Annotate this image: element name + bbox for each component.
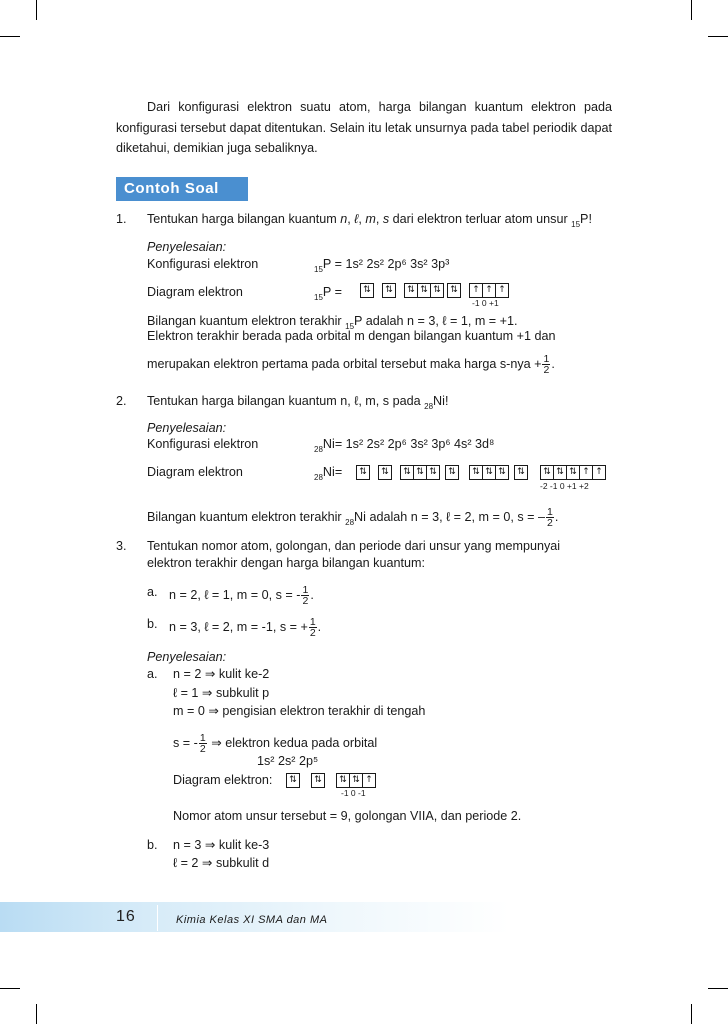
crop-mark: [708, 988, 728, 989]
q1-line3: merupakan elektron pertama pada orbital tersebut maka harga s-nya + $\frac{1}{2}$ .: [147, 353, 555, 376]
orbital-1s: ⇅: [356, 465, 370, 480]
q2-diagram-label: Diagram elektron: [147, 465, 243, 479]
q3-sol-a-line: m = 0 ⇒ pengisian elektron terakhir di tengah: [173, 704, 426, 718]
orbital-1s: ⇅: [286, 773, 300, 788]
orbital-2p: ⇅ ⇅ ⇅: [400, 465, 440, 480]
q2-config-label: Konfigurasi elektron: [147, 437, 259, 451]
q3-sol-b-label: b.: [147, 838, 158, 852]
crop-mark: [708, 36, 728, 37]
q3-a-text: n = 2, ℓ = 1, m = 0, s = - $\frac{1}{2}$ .: [169, 584, 314, 607]
q1-question: Tentukan harga bilangan kuantum n, ℓ, m, s dari elektron terluar atom unsur $_{15}$P!: [147, 212, 592, 229]
q2-number: 2.: [116, 394, 127, 408]
orbital-4s: ⇅: [514, 465, 528, 480]
orbital-3s: ⇅: [445, 465, 459, 480]
q3-question-line1: Tentukan nomor atom, golongan, dan periode dari unsur yang mempunyai: [147, 539, 561, 553]
orbital-3s: ⇅: [447, 283, 461, 298]
q1-number: 1.: [116, 212, 127, 226]
crop-mark: [0, 988, 20, 989]
orbital-3d: ⇅ ⇅ ⇅ ↑ ↑: [540, 465, 606, 480]
crop-mark: [0, 36, 20, 37]
q3-sol-b-line: ℓ = 2 ⇒ subkulit d: [173, 856, 270, 870]
q2-config: $_{28}$Ni= 1s² 2s² 2p⁶ 3s² 3p⁶ 4s² 3d⁸: [314, 437, 495, 454]
crop-mark: [691, 0, 692, 20]
orbital-1s: ⇅: [360, 283, 374, 298]
intro-paragraph: Dari konfigurasi elektron suatu atom, harga bilangan kuantum elektron pada konfigurasi tersebut dapat ditentukan. Selain itu letak unsurnya pada tabel periodik dapat diketahui, demikian juga sebaliknya.: [116, 100, 612, 155]
q2-m-numbers: -2 -1 0 +1 +2: [540, 481, 589, 491]
q3-sol-a-result: Nomor atom unsur tersebut = 9, golongan VIIA, dan periode 2.: [173, 809, 522, 823]
q3-sol-a-line: n = 2 ⇒ kulit ke-2: [173, 667, 270, 681]
q1-config-label: Konfigurasi elektron: [147, 257, 259, 271]
q3-sol-a-line: ℓ = 1 ⇒ subkulit p: [173, 686, 270, 700]
orbital-2s: ⇅: [382, 283, 396, 298]
q1-config: $_{15}$P = 1s² 2s² 2p⁶ 3s² 3p³: [314, 257, 450, 274]
orbital-3p: ↑ ↑ ↑: [469, 283, 509, 298]
q3-diagram-label: Diagram elektron:: [173, 773, 273, 787]
q3-solution-label: Penyelesaian:: [147, 650, 227, 664]
orbital-2s: ⇅: [311, 773, 325, 788]
q2-solution-label: Penyelesaian:: [147, 421, 227, 435]
q1-m-numbers: -1 0 +1: [472, 298, 499, 308]
q1-diagram-label: Diagram elektron: [147, 285, 243, 299]
q1-line1: Bilangan kuantum elektron terakhir $_{15}$P adalah n = 3, ℓ = 1, m = +1.: [147, 314, 518, 331]
book-title: Kimia Kelas XI SMA dan MA: [176, 914, 328, 926]
q3-sol-a-label: a.: [147, 667, 158, 681]
q2-line1: Bilangan kuantum elektron terakhir $_{28}$Ni adalah n = 3, ℓ = 2, m = 0, s = – $\frac{1}{2}$ .: [147, 506, 559, 529]
orbital-2s: ⇅: [378, 465, 392, 480]
crop-mark: [691, 1004, 692, 1024]
crop-mark: [36, 1004, 37, 1024]
q1-diagram-eq: $_{15}$P =: [314, 285, 342, 302]
q3-a-label: a.: [147, 585, 158, 599]
section-title: Contoh Soal: [124, 180, 219, 197]
q3-b-label: b.: [147, 617, 158, 631]
q3-question-line2: elektron terakhir dengan harga bilangan kuantum:: [147, 556, 425, 570]
footer-divider: [157, 905, 158, 931]
crop-mark: [36, 0, 37, 20]
orbital-3p: ⇅ ⇅ ⇅: [469, 465, 509, 480]
q3-b-text: n = 3, ℓ = 2, m = -1, s = + $\frac{1}{2}$ .: [169, 616, 322, 639]
footer-band: [0, 902, 728, 932]
q3-m-numbers: -1 0 -1: [341, 788, 366, 798]
q3-number: 3.: [116, 539, 127, 553]
q3-sol-a-config: 1s² 2s² 2p⁵: [257, 754, 319, 768]
q1-solution-label: Penyelesaian:: [147, 240, 227, 254]
q3-sol-b-line: n = 3 ⇒ kulit ke-3: [173, 838, 270, 852]
q2-question: Tentukan harga bilangan kuantum n, ℓ, m, s pada $_{28}$Ni!: [147, 394, 449, 411]
q3-sol-a-s: s = - $\frac{1}{2}$ ⇒ elektron kedua pada orbital: [173, 732, 378, 755]
q2-diagram-eq: $_{28}$Ni=: [314, 465, 343, 482]
orbital-2p: ⇅ ⇅ ⇅: [404, 283, 444, 298]
q1-line2: Elektron terakhir berada pada orbital m dengan bilangan kuantum +1 dan: [147, 329, 556, 343]
page-number: 16: [116, 908, 136, 925]
orbital-2p: ⇅ ⇅ ↑: [336, 773, 376, 788]
